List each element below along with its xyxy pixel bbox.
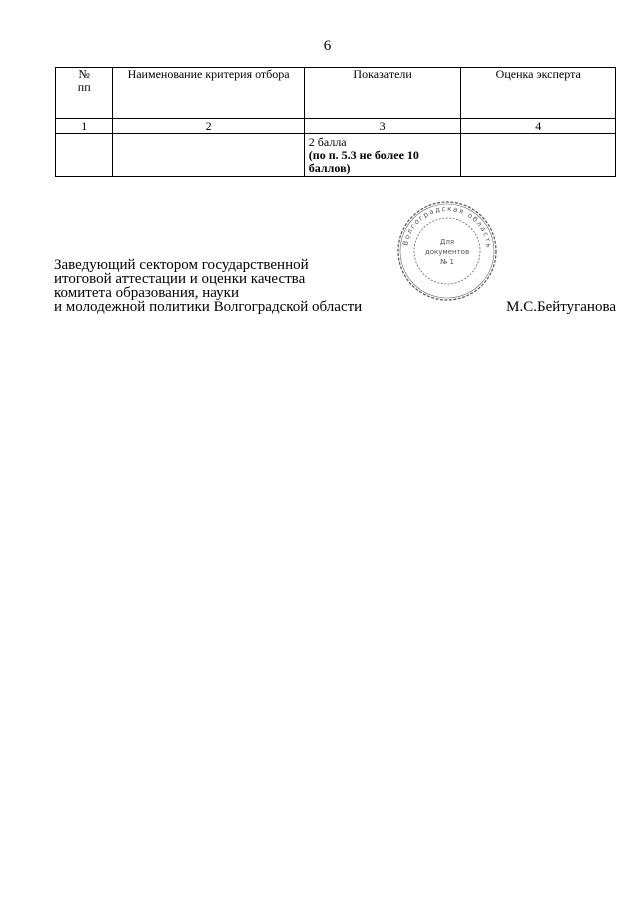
header-indicators: Показатели xyxy=(304,68,461,119)
header-expert-score: Оценка эксперта xyxy=(461,68,616,119)
cell-number xyxy=(56,134,113,177)
column-number-row xyxy=(56,119,616,134)
cell-expert-score xyxy=(461,134,616,177)
column-number: 2 xyxy=(113,119,304,134)
signature-line: итоговой аттестации и оценки качества xyxy=(54,271,306,287)
stamp-center-line3: № 1 xyxy=(440,258,454,266)
official-stamp xyxy=(396,200,498,302)
cell-indicators xyxy=(304,134,461,177)
score-note-cont: баллов) xyxy=(308,161,351,175)
score-note: (по п. 5.3 не более 10 xyxy=(308,148,419,162)
header-criterion: Наименование критерия отбора xyxy=(113,68,304,119)
criteria-table xyxy=(55,67,616,177)
page-number: 6 xyxy=(323,38,332,54)
cell-criterion xyxy=(113,134,304,177)
stamp-center-line1: Для xyxy=(439,238,455,246)
header-number-abbr: пп xyxy=(77,80,91,94)
score-text: 2 балла xyxy=(308,135,347,149)
header-number xyxy=(56,68,113,119)
table-row xyxy=(56,134,616,177)
signature-line: и молодежной политики Волгоградской области xyxy=(54,299,363,315)
signature-line: Заведующий сектором государственной xyxy=(54,257,309,273)
column-number: 1 xyxy=(56,119,113,134)
header-number-symbol: № xyxy=(78,67,90,81)
signature-title xyxy=(54,258,362,314)
table-header-row xyxy=(56,68,616,119)
stamp-center-line2: документов xyxy=(424,248,470,256)
signer-name: М.С.Бейтуганова xyxy=(506,299,616,315)
column-number: 3 xyxy=(304,119,461,134)
signature-line: комитета образования, науки xyxy=(54,285,239,301)
column-number: 4 xyxy=(461,119,616,134)
stamp-ring-text: Волгоградская область xyxy=(401,204,494,250)
